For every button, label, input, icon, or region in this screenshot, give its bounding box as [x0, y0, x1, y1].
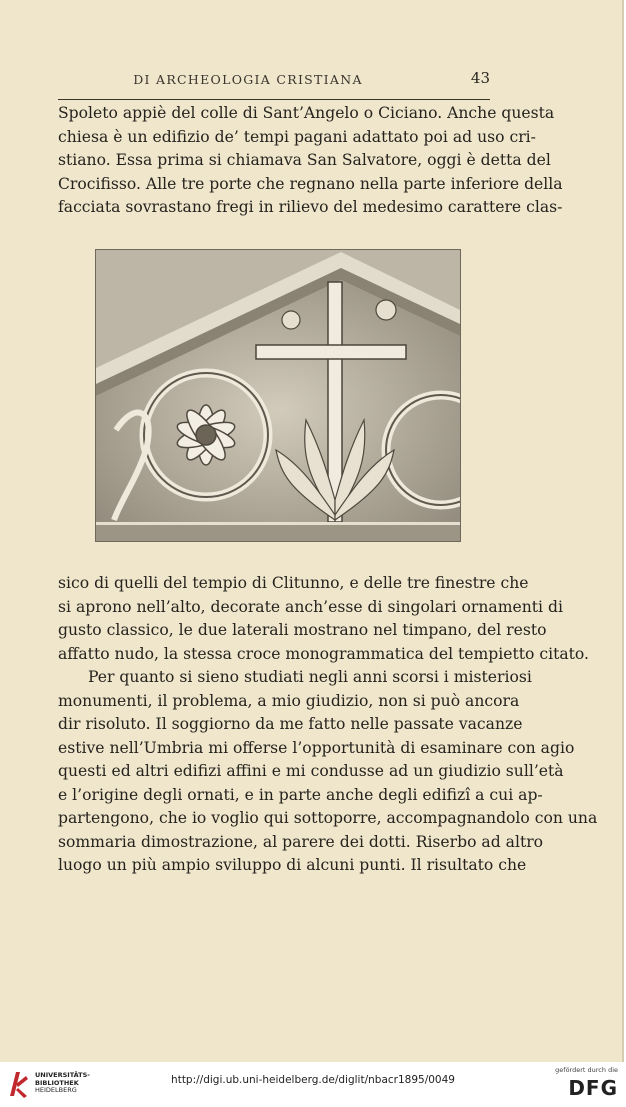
text-line: chiesa è un edifizio de’ tempi pagani adattato poi ad uso cri-: [58, 127, 536, 146]
dfg-logo: DFG: [568, 1076, 618, 1100]
text-line: facciata sovrastano fregi in rilievo del medesimo carattere clas-: [58, 198, 563, 216]
text-line: sommaria dimostrazione, al parere dei dotti. Riserbo ad altro: [58, 832, 544, 851]
funder-caption: gefördert durch die: [555, 1066, 618, 1074]
text-line: affatto nudo, la stessa croce monogrammatica del tempietto citato.: [58, 644, 589, 663]
relief-photograph: [95, 249, 461, 542]
paragraph-3: [58, 666, 598, 878]
funder-credit: [555, 1066, 618, 1100]
text-line: Spoleto appiè del colle di Sant’Angelo o Ciciano. Anche questa: [58, 104, 555, 122]
text-line: e l’origine degli ornati, e in parte anche degli edifizî a cui ap-: [58, 785, 543, 804]
text-line: estive nell’Umbria mi offerse l’opportunità di esaminare con agio: [58, 738, 575, 757]
text-line: monumenti, il problema, a mio giudizio, non si può ancora: [58, 691, 520, 710]
text-line: Crocifisso. Alle tre porte che regnano nella parte inferiore della: [58, 174, 563, 193]
paragraph-1: [58, 102, 563, 220]
header-rule: [58, 99, 490, 100]
text-line: stiano. Essa prima si chiamava San Salvatore, oggi è detta del: [58, 151, 551, 169]
permalink-url[interactable]: http://digi.ub.uni-heidelberg.de/diglit/nbacr1895/0049: [171, 1074, 455, 1086]
page-number: 43: [470, 69, 490, 87]
text-line: partengono, che io voglio qui sottoporre, accompagnandolo con una: [58, 809, 598, 827]
text-line: si aprono nell’alto, decorate anch’esse di singolari ornamenti di: [58, 597, 563, 616]
text-line: Per quanto si sieno studiati negli anni scorsi i misteriosi: [88, 668, 532, 686]
viewer-footer: [0, 1062, 626, 1107]
carved-pediment-relief-illustration: [96, 250, 460, 541]
library-line: UNIVERSITÄTS-: [35, 1071, 90, 1079]
text-line: gusto classico, le due laterali mostrano nel timpano, del resto: [58, 621, 547, 639]
paragraph-2: [58, 572, 589, 666]
text-line: luogo un più ampio sviluppo di alcuni punti. Il risultato che: [58, 856, 527, 874]
library-line: HEIDELBERG: [35, 1086, 77, 1094]
running-title: DI ARCHEOLOGIA CRISTIANA: [133, 72, 363, 87]
text-line: sico di quelli del tempio di Clitunno, e delle tre finestre che: [58, 574, 529, 592]
text-line: dir risoluto. Il soggiorno da me fatto nelle passate vacanze: [58, 715, 523, 733]
library-line: BIBLIOTHEK: [35, 1078, 79, 1087]
text-line: questi ed altri edifizi affini e mi condusse ad un giudizio sull’età: [58, 762, 564, 780]
running-header: [58, 69, 490, 94]
